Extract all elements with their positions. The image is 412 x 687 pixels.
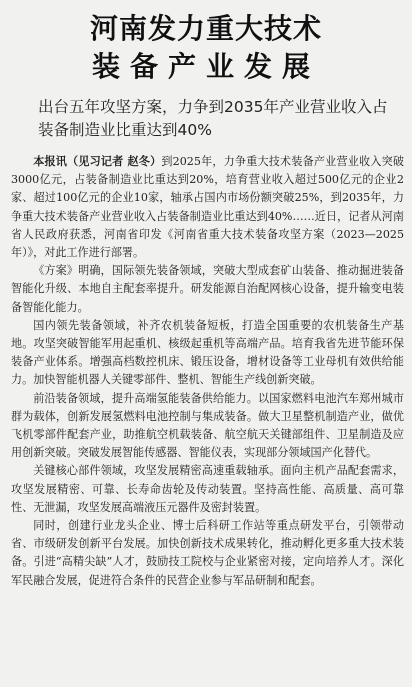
article-paragraph-1 (11, 153, 404, 262)
article-paragraph-2 (11, 262, 404, 317)
headline-line-1: 河南发力重大技术 (89, 12, 322, 45)
headline-line-2: 装备产业发展 (91, 50, 320, 83)
subheadline: 出台五年攻坚方案，力争到2035年产业营业收入占装备制造业比重达到40% (38, 98, 388, 139)
paragraph-1-text: 到2025年，力争重大技术装备产业营业收入突破3000亿元，占装备制造业比重达到20%，培育营业收入超过500亿元的企业2家、超过100亿元的企业10家，轴承占国内市场份额突破25%，到2035年，力争重大技术装备产业营业收入占装备制造业比重达到40%……近日，记者从河南省人民政府获悉，河南省印发《河南省重大技术装备攻坚方案（2023—2025年）》，对此工作进行部署。 (11, 155, 404, 260)
byline: 本报讯（见习记者 赵冬） (33, 155, 162, 168)
article-body (11, 153, 404, 590)
article-paragraph-6: 同时，创建行业龙头企业、博士后科研工作站等重点研发平台，引领带动省、市级研发创新平台发展。加快创新技术成果转化，推动孵化更多重大技术装备。引进“高精尖缺”人才，鼓励技工院校与企业紧密对接，定向培养人才。深化军民融合发展，促进符合条件的民营企业参与军品研制和配套。 (11, 519, 404, 587)
paragraph-2-text: 《方案》明确，国际领先装备领域，突破大型成套矿山装备、推动掘进装备智能化升级、本地自主配套率提升。研发能源自治配网核心设备，提升输变电装备智能化能力。 (11, 264, 404, 314)
article-paragraph-4: 前沿装备领域，提升高端氢能装备供给能力。以国家燃料电池汽车郑州城市群为载体，创新发展氢燃料电池控制与集成装备。做大卫星整机制造产业，做优飞机零部件配套产业，助推航空机载装备、航空航天关键部组件、卫星制造及应用创新突破。突破发展智能传感器、智能仪表，实现部分领域国产化替代。 (11, 391, 404, 460)
article-paragraph-5: 关键核心部件领域，攻坚发展精密高速重载轴承。面向主机产品配套需求，攻坚发展精密、可靠、长寿命齿轮及传动装置。坚持高性能、高质量、高可靠性、无泄漏，攻坚发展高端液压元器件及密封装置。 (11, 464, 404, 514)
paragraph-3-text: 国内领先装备领域，补齐农机装备短板，打造全国重要的农机装备生产基地。攻坚突破智能军用起重机、核级起重机等高端产品。培育我省先进节能环保装备产业体系。增强高档数控机床、锻压设备，增材设备等工业母机有效供给能力。加快智能机器人关键零部件、整机、智能生产线创新突破。 (11, 318, 404, 387)
article-paragraph-3 (11, 317, 404, 390)
